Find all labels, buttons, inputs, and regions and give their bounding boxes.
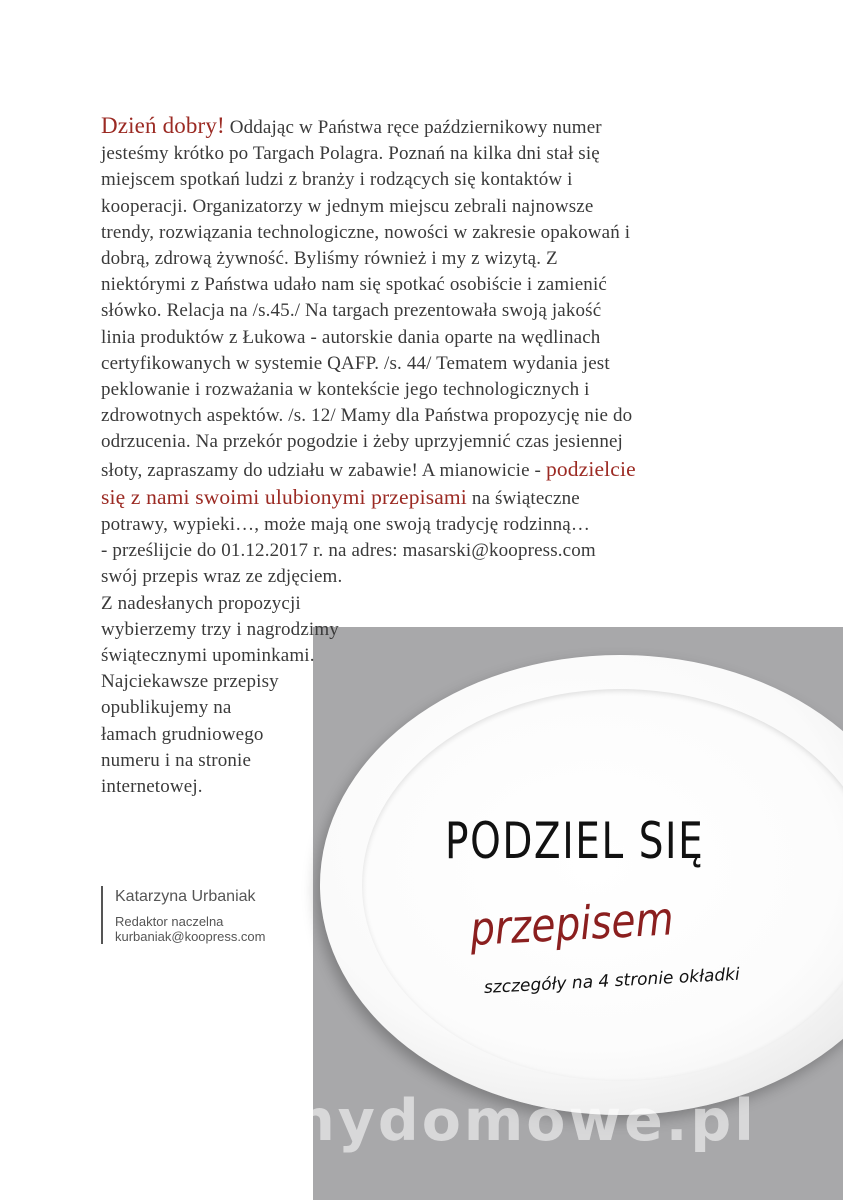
narrow-line: łamach grudniowego bbox=[101, 723, 264, 745]
signature-block bbox=[101, 886, 265, 944]
promo-title: PODZIEL SIĘ bbox=[445, 812, 705, 870]
editorial-text bbox=[101, 113, 661, 800]
watermark: wedlinydomowe.pl bbox=[108, 1088, 757, 1154]
author-name: Katarzyna Urbaniak bbox=[115, 888, 256, 905]
editorial-paragraph bbox=[101, 113, 636, 538]
narrow-line: numeru i na stronie bbox=[101, 749, 252, 771]
promo-script-text: przepisem bbox=[468, 891, 675, 956]
paragraph-part-2: na świąteczne potrawy, wypieki…, może mają one swoją tradycję rodzinną… bbox=[101, 487, 591, 536]
highlight-text: podzielcie się z nami swoimi ulubionymi przepisami bbox=[101, 456, 636, 509]
promo-subtitle: szczegóły na 4 stronie okładki bbox=[483, 964, 741, 998]
greeting: Dzień dobry! bbox=[101, 113, 225, 138]
narrow-line: swój przepis wraz ze zdjęciem. bbox=[101, 566, 343, 588]
narrow-line: Z nadesłanych propozycji bbox=[101, 592, 301, 614]
email-line: - prześlijcie do 01.12.2017 r. na adres: masarski@koopress.com bbox=[101, 540, 596, 562]
narrow-line: opublikujemy na bbox=[101, 697, 232, 719]
narrow-line: Najciekawsze przepisy bbox=[101, 671, 279, 693]
narrow-line: internetowej. bbox=[101, 776, 203, 798]
narrow-line: świątecznymi upominkami. bbox=[101, 645, 315, 667]
author-email: kurbaniak@koopress.com bbox=[115, 929, 266, 944]
paragraph-part-1: Oddając w Państwa ręce październikowy numer jesteśmy krótko po Targach Polagra. Poznań na kilka dni stał się miejscem spotkań ludzi z branży i rodzących się kontaktów i kooperacji. Organizatorzy w jednym miejscu zebrali najnowsze trendy, rozwiązania technologiczne, nowości w zakresie opakowań i dobrą, zdrową żywność. Byliśmy również i my z wizytą. Z niektórymi z Państwa udało nam się spotkać osobiście i zamienić słówko. Relacja na /s.45./ Na targach prezentowała swoją jakość linia produktów z Łukowa - autorskie dania oparte na wędlinach certyfikowanych w systemie QAFP. /s. 44/ Tematem wydania jest peklowanie i rozważania w kontekście jego technologicznych i zdrowotnych aspektów. /s. 12/ Mamy dla Państwa propozycję nie do odrzucenia. Na przekór pogodzie i żeby uprzyjemnić czas jesiennej słoty, zapraszamy do udziału w zabawie! A mianowicie - bbox=[101, 117, 633, 481]
narrow-line: wybierzemy trzy i nagrodzimy bbox=[101, 618, 339, 640]
author-role: Redaktor naczelna bbox=[115, 914, 224, 929]
